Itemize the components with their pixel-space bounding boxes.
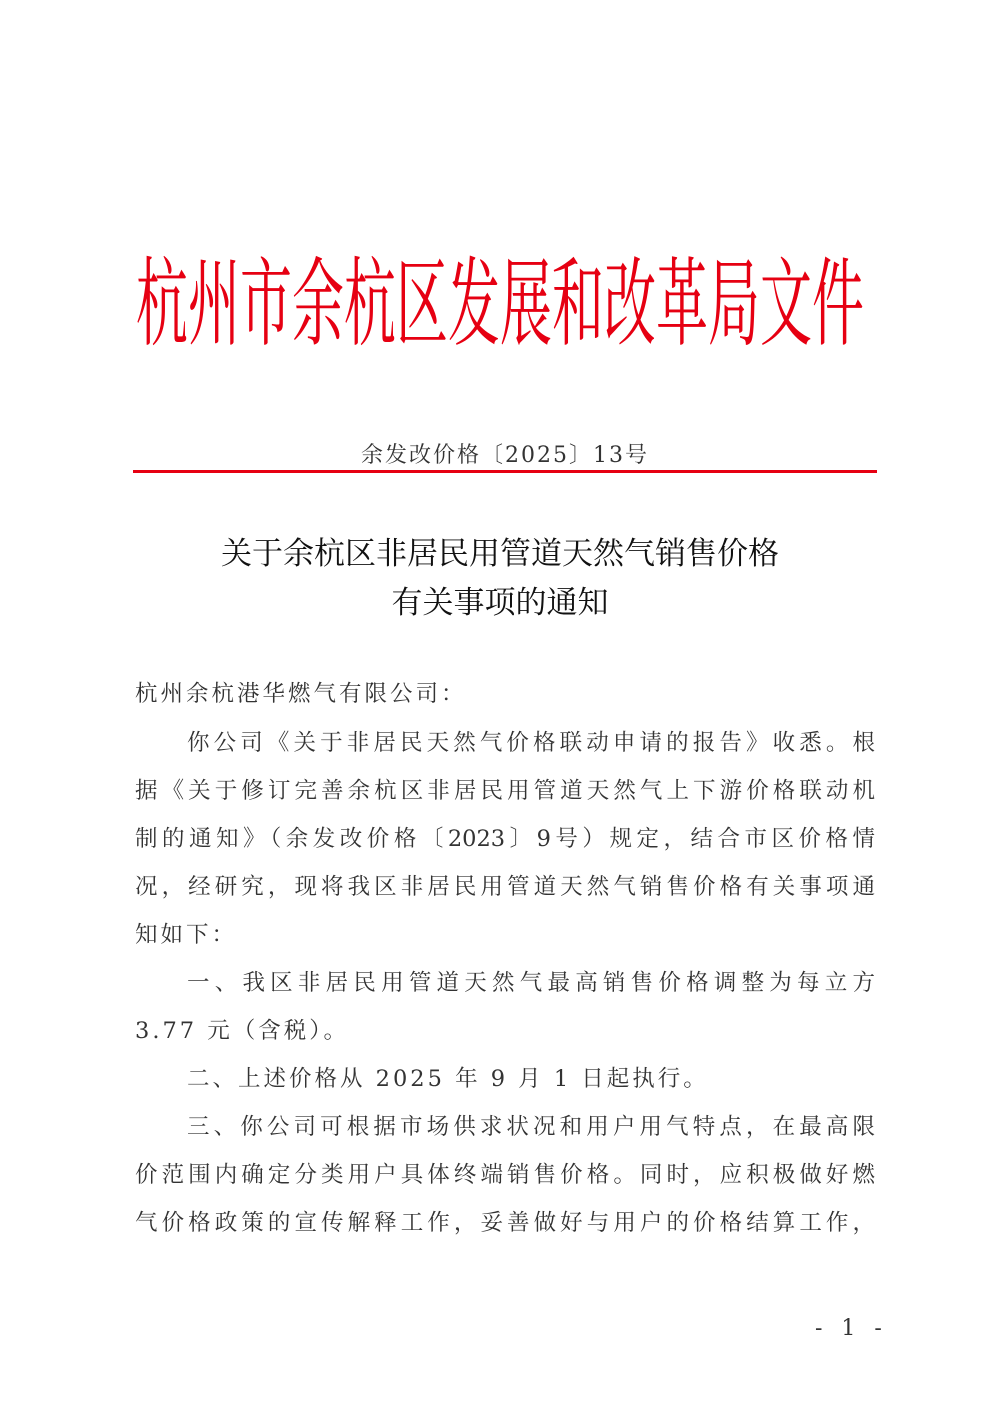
document-title-line-1: 关于余杭区非居民用管道天然气销售价格 — [221, 536, 779, 572]
body-text-line: 制的通知》（余发改价格〔2023〕9号）规定，结合市区价格情 — [135, 826, 875, 852]
document-number: 余发改价格〔2025〕13号 — [361, 443, 649, 468]
body-text-line: 气价格政策的宣传解释工作，妥善做好与用户的价格结算工作， — [135, 1210, 875, 1236]
issuing-organization-header: 杭州市余杭区发展和改革局文件 — [135, 250, 864, 361]
document-title-line-2: 有关事项的通知 — [391, 585, 609, 621]
addressee: 杭州余杭港华燃气有限公司： — [135, 681, 467, 707]
body-text-line: 价范围内确定分类用户具体终端销售价格。同时，应积极做好燃 — [135, 1162, 875, 1188]
body-text-line: 知如下： — [135, 922, 238, 948]
body-text-line: 二、上述价格从 2025 年 9 月 1 日起执行。 — [187, 1066, 709, 1092]
body-text-line: 一、我区非居民用管道天然气最高销售价格调整为每立方 — [187, 970, 875, 996]
page-number: - 1 - — [815, 1316, 888, 1341]
body-text-line: 你公司《关于非居民天然气价格联动申请的报告》收悉。根 — [187, 730, 875, 756]
body-text-line: 3.77 元（含税）。 — [135, 1018, 350, 1044]
red-divider-line — [133, 470, 877, 473]
body-text-line: 三、你公司可根据市场供求状况和用户用气特点，在最高限 — [187, 1114, 875, 1140]
body-text-line: 据《关于修订完善余杭区非居民用管道天然气上下游价格联动机 — [135, 778, 875, 804]
body-text-line: 况，经研究，现将我区非居民用管道天然气销售价格有关事项通 — [135, 874, 875, 900]
